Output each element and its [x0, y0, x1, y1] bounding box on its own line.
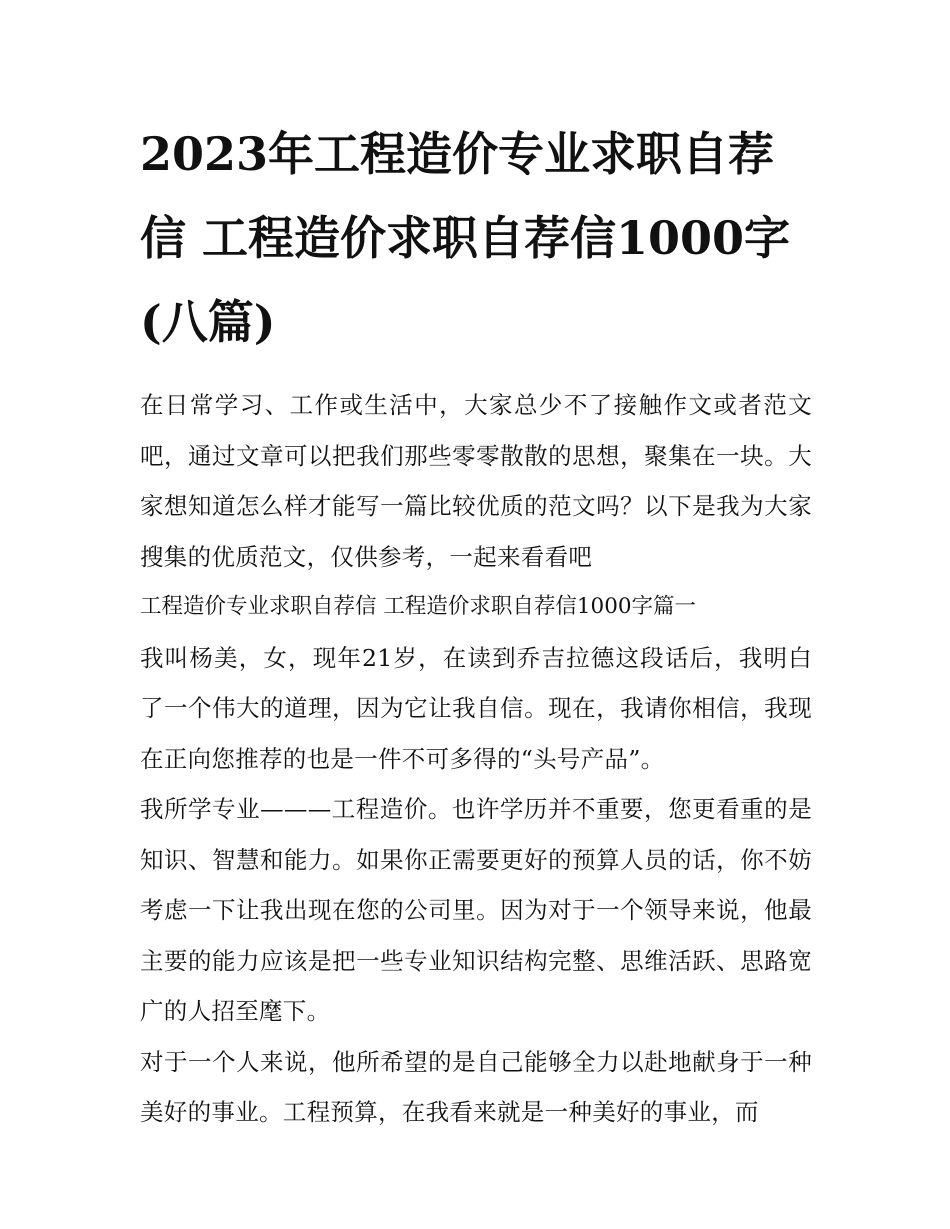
document-body	[140, 380, 812, 1138]
document-title: 2023年工程造价专业求职自荐信 工程造价求职自荐信1000字(八篇)	[140, 127, 791, 349]
body-paragraph: 对于一个人来说，他所希望的是自己能够全力以赴地献身于一种美好的事业。工程预算，在我看来就是一种美好的事业，而	[140, 1047, 812, 1126]
section-heading: 工程造价专业求职自荐信 工程造价求职自荐信1000字篇一	[140, 594, 697, 619]
intro-paragraph: 在日常学习、工作或生活中，大家总少不了接触作文或者范文吧，通过文章可以把我们那些零零散散的思想，聚集在一块。大家想知道怎么样才能写一篇比较优质的范文吗？以下是我为大家搜集的优质范文，仅供参考，一起来看看吧	[140, 391, 812, 571]
body-paragraph: 我所学专业———工程造价。也许学历并不重要，您更看重的是知识、智慧和能力。如果你正需要更好的预算人员的话，你不妨考虑一下让我出现在您的公司里。因为对于一个领导来说，他最主要的能力应该是把一些专业知识结构完整、思维活跃、思路宽广的人招至麾下。	[140, 795, 812, 1025]
body-paragraph: 我叫杨美，女，现年21岁，在读到乔吉拉德这段话后，我明白了一个伟大的道理，因为它让我自信。现在，我请你相信，我现在正向您推荐的也是一件不可多得的“头号产品”。	[140, 643, 812, 773]
document-page	[140, 112, 812, 1138]
